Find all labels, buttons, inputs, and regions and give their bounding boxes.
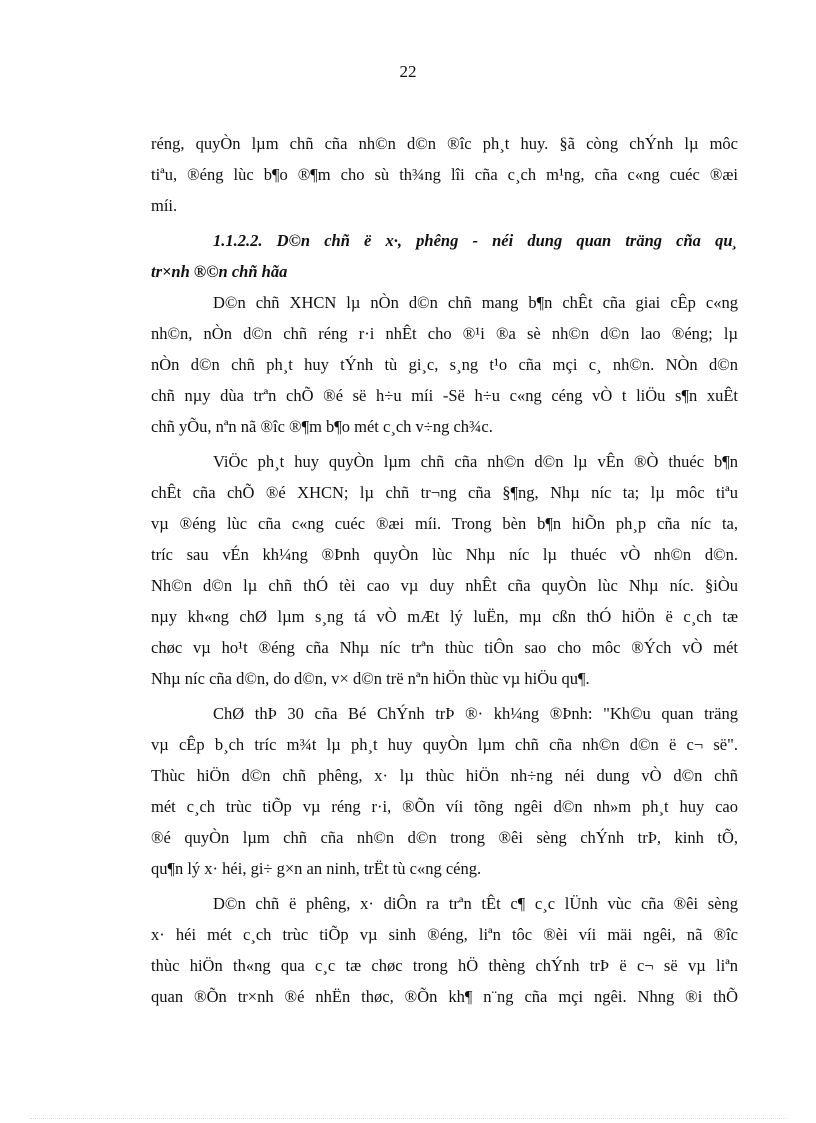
heading-line: tr×nh ®©n chñ hãa	[151, 262, 288, 281]
text-line: Nh©n d©n lµ chñ thÓ tèi cao vµ duy nhÊt cña quyÒn lùc Nhµ níc. §iÒu	[151, 576, 738, 595]
text-line: míi.	[151, 196, 178, 215]
text-line: nµy kh«ng chØ lµm s¸ng tá vÒ mÆt lý luËn, mµ cßn thÓ hiÖn ë c¸ch tæ	[151, 607, 738, 626]
text-line: quan ®Õn tr×nh ®é nhËn thøc, ®Õn kh¶ n¨ng cña mçi ngêi. Nhng ®i thÕ	[151, 987, 738, 1006]
text-line: vµ ®éng lùc cña c«ng cuéc ®æi míi. Trong bèn b¶n hiÕn ph¸p cña níc ta,	[151, 514, 738, 533]
text-line: mét c¸ch trùc tiÕp vµ réng r·i, ®Õn víi tõng ngêi d©n nh»m ph¸t huy cao	[151, 797, 738, 816]
page-bottom-edge	[30, 1118, 786, 1119]
text-line: Nhµ níc cña d©n, do d©n, v× d©n trë nªn hiÖn thùc vµ hiÖu qu¶.	[151, 669, 590, 688]
text-line: chÊt cña chÕ ®é XHCN; lµ chñ tr¬ng cña §¶ng, Nhµ níc ta; lµ môc tiªu	[151, 483, 738, 502]
text-line: nÒn d©n chñ ph¸t huy tÝnh tù gi¸c, s¸ng t¹o cña mçi c¸ nh©n. NÒn d©n	[151, 355, 738, 374]
text-line: D©n chñ XHCN lµ nÒn d©n chñ mang b¶n chÊt cña giai cÊp c«ng	[213, 293, 738, 312]
text-line: ViÖc ph¸t huy quyÒn lµm chñ cña nh©n d©n lµ vÊn ®Ò thuéc b¶n	[213, 452, 738, 471]
text-line: thùc hiÖn th«ng qua c¸c tæ chøc trong hÖ thèng chÝnh trÞ ë c¬ së vµ liªn	[151, 956, 738, 975]
paragraph	[151, 888, 738, 1012]
document-body	[151, 128, 738, 1012]
text-line: nh©n, nÒn d©n chñ réng r·i nhÊt cho ®¹i ®a sè nh©n d©n lao ®éng; lµ	[151, 324, 738, 343]
text-line: vµ cÊp b¸ch tríc m¾t lµ ph¸t huy quyÒn lµm chñ cña nh©n d©n ë c¬ së".	[151, 735, 738, 754]
text-line: chñ nµy dùa trªn chÕ ®é së h÷u míi -Së h÷u c«ng céng vÒ t liÖu s¶n xuÊt	[151, 386, 738, 405]
text-line: chñ yÕu, nªn nã ®îc ®¶m b¶o mét c¸ch v÷ng ch¾c.	[151, 417, 493, 436]
text-line: tiªu, ®éng lùc b¶o ®¶m cho sù th¾ng lîi cña c¸ch m¹ng, cña c«ng cuéc ®æi	[151, 165, 738, 184]
text-line: chøc vµ ho¹t ®éng cña Nhµ níc trªn thùc tiÔn sao cho môc ®Ých vÒ mét	[151, 638, 738, 657]
text-line: Thùc hiÖn d©n chñ phêng, x· lµ thùc hiÖn nh÷ng néi dung vÒ d©n chñ	[151, 766, 738, 785]
text-line: x· héi mét c¸ch trùc tiÕp vµ sinh ®éng, liªn tôc ®èi víi mäi ngêi, nã ®îc	[151, 925, 738, 944]
text-line: qu¶n lý x· héi, gi÷ g×n an ninh, trËt tù c«ng céng.	[151, 859, 482, 878]
page-number: 22	[399, 62, 417, 81]
paragraph	[151, 128, 738, 221]
section-heading	[151, 225, 738, 287]
text-line: ®é quyÒn lµm chñ cña nh©n d©n trong ®êi sèng chÝnh trÞ, kinh tÕ,	[151, 828, 738, 847]
text-line: D©n chñ ë phêng, x· diÔn ra trªn tÊt c¶ c¸c lÜnh vùc cña ®êi sèng	[213, 894, 738, 913]
text-line: ChØ thÞ 30 cña Bé ChÝnh trÞ ®· kh¼ng ®Þnh: "Kh©u quan träng	[213, 704, 738, 723]
text-line: tríc sau vÉn kh¼ng ®Þnh quyÒn lùc Nhµ níc lµ thuéc vÒ nh©n d©n.	[151, 545, 738, 564]
paragraph	[151, 698, 738, 884]
paragraph	[151, 446, 738, 694]
heading-line: 1.1.2.2. D©n chñ ë x·, phêng - néi dung quan träng cña qu¸	[213, 231, 738, 250]
paragraph	[151, 287, 738, 442]
text-line: réng, quyÒn lµm chñ cña nh©n d©n ®îc ph¸t huy. §ã còng chÝnh lµ môc	[151, 134, 738, 153]
